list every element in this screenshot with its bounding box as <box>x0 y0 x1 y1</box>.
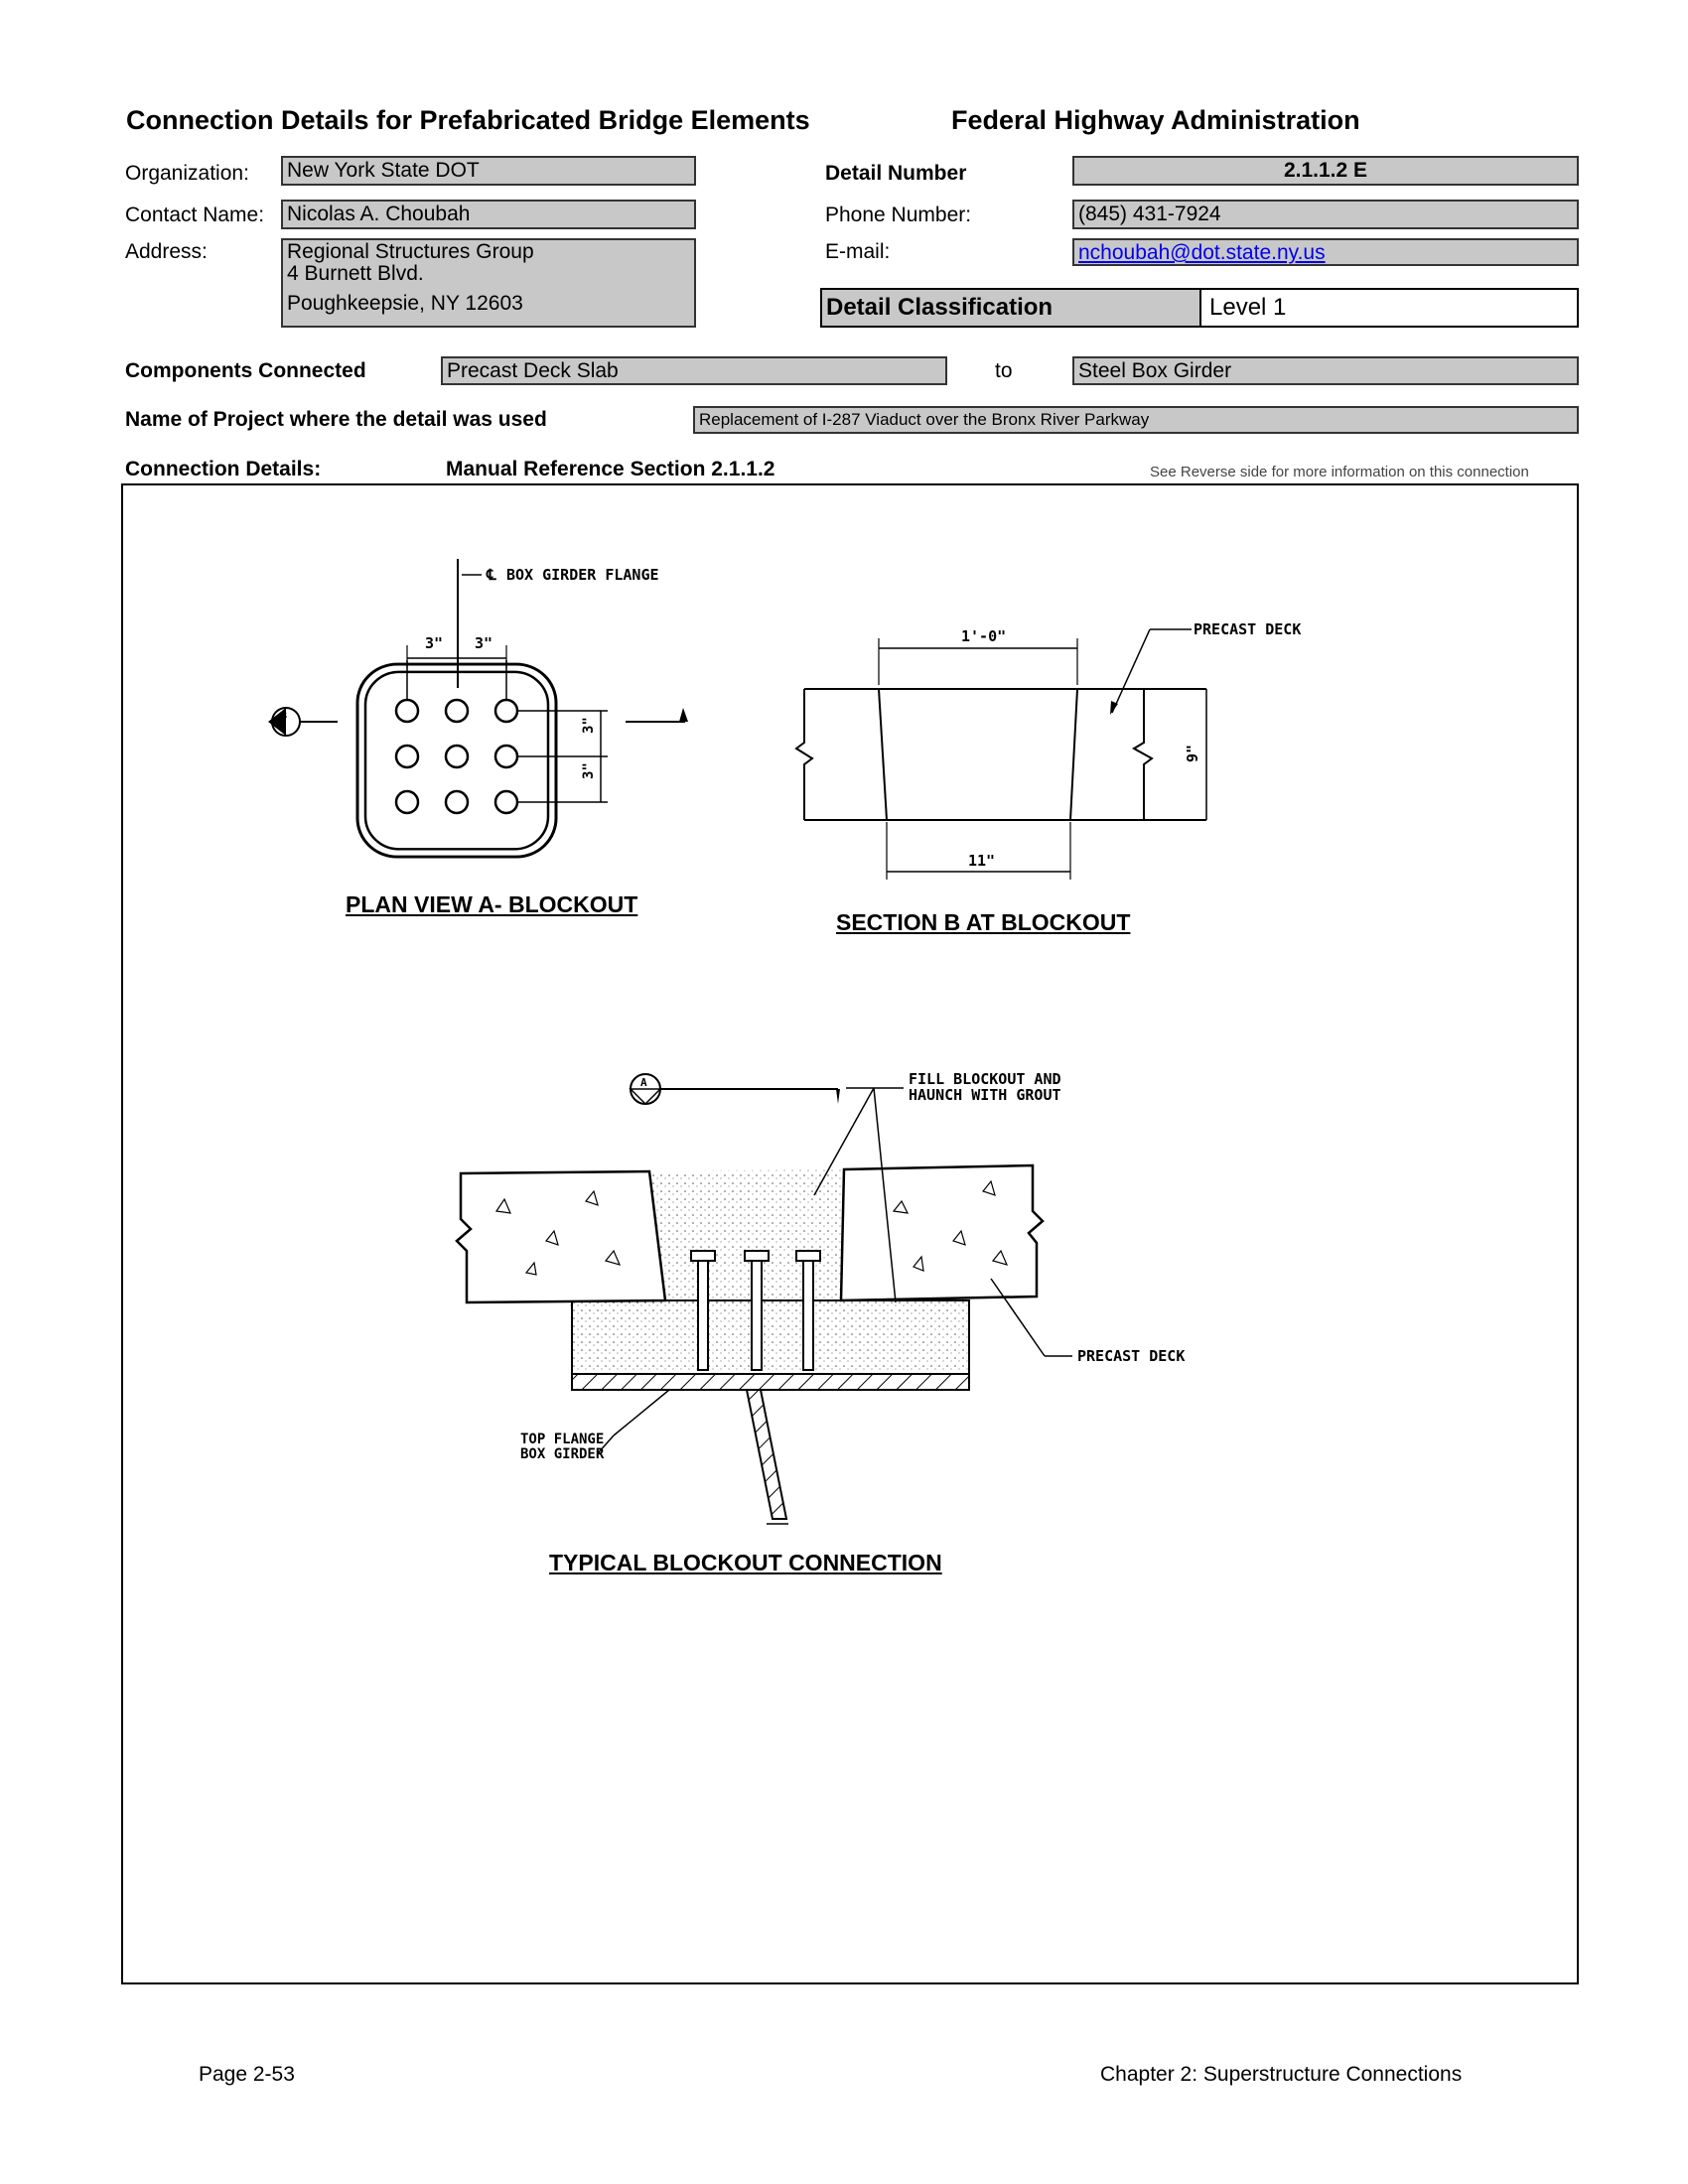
cl-symbol: ℄ <box>487 566 496 584</box>
chapter-title: Chapter 2: Superstructure Connections <box>1100 2063 1463 2086</box>
section-marker-a: A <box>640 1076 647 1089</box>
contact-name-label: Contact Name: <box>125 204 265 226</box>
address-line-2: 4 Burnett Blvd. <box>287 262 424 285</box>
classification-value: Level 1 <box>1209 294 1287 321</box>
cl-flange-label: BOX GIRDER FLANGE <box>506 566 659 584</box>
component-from-field: Precast Deck Slab <box>441 356 947 385</box>
fill-blockout-label-1: FILL BLOCKOUT AND <box>909 1070 1061 1088</box>
plan-view-caption: PLAN VIEW A- BLOCKOUT <box>346 891 638 917</box>
address-field <box>281 238 696 328</box>
email-link[interactable]: nchoubah@dot.state.ny.us <box>1078 241 1326 264</box>
dim-1ft: 1'-0" <box>961 627 1007 645</box>
connection-details-label: Connection Details: <box>125 458 322 480</box>
contact-name-field: Nicolas A. Choubah <box>281 200 696 229</box>
plan-view-drawing <box>258 541 715 869</box>
top-flange-label-1: TOP FLANGE <box>520 1432 605 1447</box>
agency-title: Federal Highway Administration <box>951 105 1360 135</box>
section-b-caption: SECTION B AT BLOCKOUT <box>836 909 1131 935</box>
organization-field: New York State DOT <box>281 156 696 186</box>
precast-deck-label-typ: PRECAST DECK <box>1077 1347 1186 1365</box>
email-field <box>1072 238 1579 266</box>
detail-number-field: 2.1.1.2 E <box>1072 156 1579 186</box>
dim-3in-a: 3" <box>425 634 444 652</box>
address-label: Address: <box>125 240 208 263</box>
email-label: E-mail: <box>825 240 891 263</box>
dim-9in: 9" <box>1184 744 1201 762</box>
typical-connection-drawing <box>437 1062 1231 1529</box>
document-title: Connection Details for Prefabricated Bridge Elements <box>126 105 810 135</box>
dim-3in-d: 3" <box>581 762 597 779</box>
fill-blockout-label-2: HAUNCH WITH GROUT <box>909 1086 1061 1104</box>
organization-label: Organization: <box>125 162 249 185</box>
detail-classification-box <box>820 288 1579 328</box>
project-name-field: Replacement of I-287 Viaduct over the Bronx River Parkway <box>693 406 1579 434</box>
precast-deck-label-b: PRECAST DECK <box>1194 620 1302 638</box>
address-line-1: Regional Structures Group <box>287 240 534 263</box>
page-number: Page 2-53 <box>199 2063 295 2086</box>
dim-3in-b: 3" <box>475 634 493 652</box>
manual-reference: Manual Reference Section 2.1.1.2 <box>446 458 775 480</box>
dim-3in-c: 3" <box>581 717 597 734</box>
phone-field: (845) 431-7924 <box>1072 200 1579 229</box>
typical-connection-caption: TYPICAL BLOCKOUT CONNECTION <box>549 1550 942 1575</box>
section-marker-b: B <box>281 711 288 722</box>
section-b-drawing <box>784 614 1321 891</box>
component-to-field: Steel Box Girder <box>1072 356 1579 385</box>
components-to-label: to <box>995 359 1013 382</box>
phone-label: Phone Number: <box>825 204 972 226</box>
dim-11in: 11" <box>968 852 996 870</box>
stud-holes <box>396 700 517 813</box>
project-label: Name of Project where the detail was used <box>125 408 547 431</box>
detail-number-label: Detail Number <box>825 162 967 185</box>
classification-label: Detail Classification <box>822 290 1201 326</box>
components-label: Components Connected <box>125 359 366 382</box>
address-line-3: Poughkeepsie, NY 12603 <box>287 292 523 315</box>
top-flange-label-2: BOX GIRDER <box>520 1446 605 1462</box>
reverse-side-note: See Reverse side for more information on this connection <box>1150 464 1529 480</box>
